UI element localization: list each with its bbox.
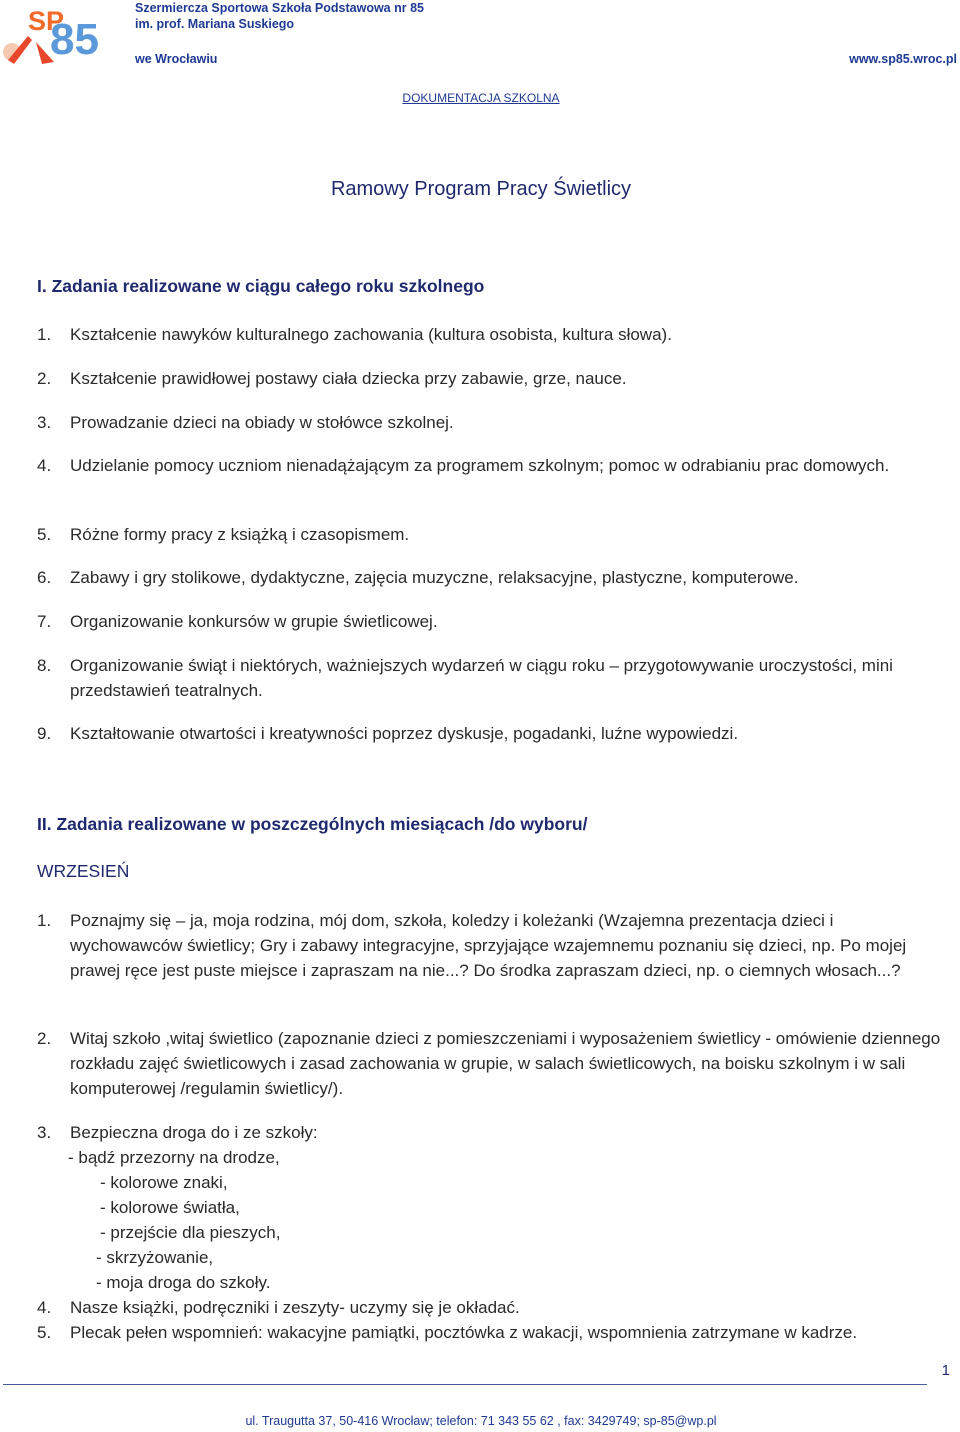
sub-list-item: - kolorowe znaki, — [100, 1173, 228, 1192]
list-item-text: Kształcenie prawidłowej postawy ciała dziecka przy zabawie, grze, nauce. — [70, 369, 627, 388]
list-item — [37, 1295, 942, 1320]
list-item-number: 1. — [37, 911, 52, 930]
list-item-number: 7. — [37, 612, 52, 631]
section-heading-monthly: II. Zadania realizowane w poszczególnych miesiącach /do wyboru/ — [37, 814, 588, 834]
list-item-number: 3. — [37, 413, 52, 432]
documentation-link[interactable]: DOKUMENTACJA SZKOLNA — [402, 91, 560, 105]
sub-list-item: - skrzyżowanie, — [96, 1248, 214, 1267]
list-item — [37, 410, 942, 435]
svg-text:SP: SP — [28, 6, 65, 36]
list-item-number: 4. — [37, 456, 52, 475]
list-item-number: 8. — [37, 656, 52, 675]
list-item-number: 4. — [37, 1298, 52, 1317]
month-heading: WRZESIEŃ — [37, 861, 130, 881]
page-title: Ramowy Program Pracy Świetlicy — [330, 178, 632, 200]
sub-list-item: - przejście dla pieszych, — [100, 1223, 281, 1242]
sub-list-item: - moja droga do szkoły. — [96, 1273, 271, 1292]
list-item — [37, 366, 942, 391]
list-item — [37, 1120, 942, 1145]
list-item-text: Udzielanie pomocy uczniom nienadążającym za programem szkolnym; pomoc w odrabianiu prac domowych. — [70, 456, 890, 475]
list-item-text: Kształcenie nawyków kulturalnego zachowania (kultura osobista, kultura słowa). — [70, 325, 672, 344]
list-item — [37, 1026, 942, 1101]
list-item-text: Bezpieczna droga do i ze szkoły: — [70, 1123, 318, 1142]
list-item-text: Zabawy i gry stolikowe, dydaktyczne, zajęcia muzyczne, relaksacyjne, plastyczne, komputerowe. — [70, 568, 799, 587]
school-city: we Wrocławiu — [135, 52, 218, 66]
list-item — [37, 1320, 942, 1345]
list-item — [37, 522, 942, 547]
list-item-text: Poznajmy się – ja, moja rodzina, mój dom, szkoła, koledzy i koleżanki (Wzajemna prezentacja dzieci i wychowawców świetlicy; Gry i zabawy integracyjne, sprzyjające wzajemnemu poznaniu się dzieci, np. Po mojej prawej ręce jest puste miejsce i zapraszam na nie...? Do środka zapraszam dzieci, np. o ciemnych włosach...? — [70, 911, 907, 980]
list-item-number: 3. — [37, 1123, 52, 1142]
list-item-text: Prowadzanie dzieci na obiady w stołówce szkolnej. — [70, 413, 454, 432]
list-item-text: Plecak pełen wspomnień: wakacyjne pamiątki, pocztówka z wakacji, wspomnienia zatrzymane w kadrze. — [70, 1323, 858, 1342]
list-item-number: 6. — [37, 568, 52, 587]
footer-contact: ul. Traugutta 37, 50-416 Wrocław; telefon: 71 343 55 62 , fax: 3429749; sp-85@wp.pl — [245, 1414, 717, 1428]
list-item-text: Różne formy pracy z książką i czasopismem. — [70, 525, 410, 544]
section-heading-year: I. Zadania realizowane w ciągu całego roku szkolnego — [37, 276, 485, 296]
footer-divider — [3, 1384, 927, 1385]
sub-list-item: - bądź przezorny na drodze, — [68, 1148, 280, 1167]
list-item-number: 1. — [37, 325, 52, 344]
list-item-text: Witaj szkoło ,witaj świetlico (zapoznanie dzieci z pomieszczeniami i wyposażeniem świetlicy - omówienie dziennego rozkładu zajęć świetlicowych i zasad zachowania w grupie, w salach świetlicowych, na boisku szkolnym i w sali komputerowej /regulamin świetlicy/). — [70, 1029, 941, 1098]
school-patron: im. prof. Mariana Suskiego — [135, 17, 295, 31]
school-name: Szermiercza Sportowa Szkoła Podstawowa nr 85 — [135, 1, 424, 15]
school-logo — [2, 2, 110, 68]
list-item — [37, 653, 942, 703]
svg-text:85: 85 — [50, 15, 99, 64]
list-item — [37, 609, 942, 634]
website-link[interactable]: www.sp85.wroc.pl — [849, 52, 957, 66]
list-item-text: Kształtowanie otwartości i kreatywności poprzez dyskusje, pogadanki, luźne wypowiedzi. — [70, 724, 739, 743]
page-number: 1 — [941, 1362, 950, 1379]
sub-list-item: - kolorowe światła, — [100, 1198, 240, 1217]
list-item-number: 2. — [37, 1029, 52, 1048]
list-item — [37, 453, 942, 478]
list-item-number: 5. — [37, 525, 52, 544]
list-item-number: 5. — [37, 1323, 52, 1342]
list-item-number: 9. — [37, 724, 52, 743]
list-item-text: Nasze książki, podręczniki i zeszyty- uczymy się je okładać. — [70, 1298, 520, 1317]
list-item-number: 2. — [37, 369, 52, 388]
list-item — [37, 908, 942, 983]
list-item — [37, 565, 942, 590]
list-item-text: Organizowanie konkursów w grupie świetlicowej. — [70, 612, 438, 631]
list-item-text: Organizowanie świąt i niektórych, ważniejszych wydarzeń w ciągu roku – przygotowywanie uroczystości, mini przedstawień teatralnych. — [70, 656, 893, 700]
list-item — [37, 721, 942, 746]
list-item — [37, 322, 942, 347]
